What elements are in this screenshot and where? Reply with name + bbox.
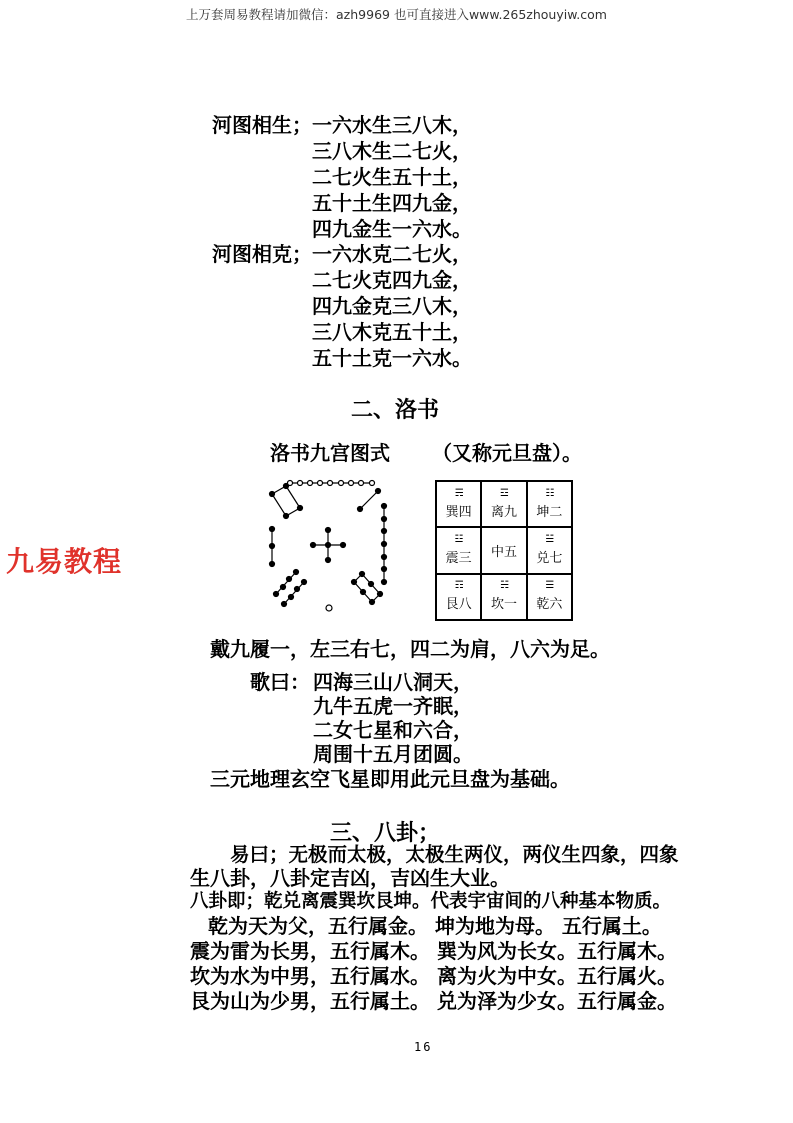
palace-label: 中五 xyxy=(490,544,517,560)
section-title-bagua: 三、八卦； xyxy=(330,820,441,846)
palace-label: 离九 xyxy=(490,504,517,520)
hetu-ke-line: 二七火克四九金， xyxy=(312,268,472,292)
palace-label: 坎一 xyxy=(490,597,517,613)
song-line: 周围十五月团圆。 xyxy=(313,742,473,766)
hetu-sheng-line: 四九金生一六水。 xyxy=(312,217,472,241)
bagua-line: 生八卦，八卦定吉凶，吉凶生大业。 xyxy=(190,866,510,890)
luoshu-subtitle-note: （又称元旦盘）。 xyxy=(432,441,582,465)
page-number: 16 xyxy=(414,1040,433,1054)
hetu-sheng-line: 三八木生二七火， xyxy=(312,139,472,163)
hetu-ke-line: 四九金克三八木， xyxy=(312,294,472,318)
luoshu-nine-palace-grid xyxy=(435,480,573,621)
luoshu-line: 戴九履一，左三右七，四二为肩，八六为足。 xyxy=(210,637,610,661)
hetu-sheng-line: 一六水生三八木， xyxy=(312,113,472,137)
song-line: 九牛五虎一齐眠， xyxy=(313,694,473,718)
hetu-ke-line: 三八木克五十土， xyxy=(312,320,472,344)
trigram-xun-icon: ☴ xyxy=(454,487,463,499)
palace-cell xyxy=(527,527,572,573)
song-label: 歌曰： xyxy=(250,670,310,694)
hetu-ke-line: 五十土克一六水。 xyxy=(312,346,472,370)
palace-cell xyxy=(481,574,526,620)
hetu-ke-line: 一六水克二七火， xyxy=(312,242,472,266)
trigram-kan-icon: ☵ xyxy=(500,580,508,592)
trigram-kun-icon: ☷ xyxy=(545,487,554,499)
hetu-sheng-line: 五十土生四九金， xyxy=(312,191,472,215)
palace-cell xyxy=(481,527,526,573)
trigram-dui-icon: ☱ xyxy=(545,533,554,545)
watermark-text: 九易教程 xyxy=(6,545,123,578)
palace-label: 乾六 xyxy=(536,597,563,613)
section-title-luoshu: 二、洛书 xyxy=(351,397,440,423)
song-line: 二女七星和六合， xyxy=(313,718,473,742)
bagua-line: 乾为天为父，五行属金。 坤为地为母。 五行属土。 xyxy=(208,914,662,938)
palace-cell xyxy=(527,481,572,527)
palace-cell xyxy=(436,574,481,620)
trigram-qian-icon: ☰ xyxy=(545,580,554,592)
palace-cell xyxy=(481,481,526,527)
luoshu-dot-diagram xyxy=(262,474,396,619)
bagua-line: 艮为山为少男，五行属土。 兑为泽为少女。五行属金。 xyxy=(190,989,677,1013)
luoshu-closing: 三元地理玄空飞星即用此元旦盘为基础。 xyxy=(210,767,570,791)
luoshu-subtitle: 洛书九宫图式 xyxy=(270,441,390,465)
trigram-li-icon: ☲ xyxy=(500,487,508,499)
bagua-line: 坎为水为中男，五行属水。 离为火为中女。五行属火。 xyxy=(190,964,677,988)
palace-cell xyxy=(436,481,481,527)
palace-label: 兑七 xyxy=(536,550,563,566)
hetu-sheng-line: 二七火生五十土， xyxy=(312,165,472,189)
hetu-ke-label: 河图相克； xyxy=(212,242,312,266)
page-header: 上万套周易教程请加微信：azh9969 也可直接进入www.265zhouyiw.com xyxy=(186,7,607,22)
palace-label: 巽四 xyxy=(445,504,472,520)
palace-label: 震三 xyxy=(445,550,472,566)
trigram-gen-icon: ☶ xyxy=(454,580,463,592)
hetu-sheng-label: 河图相生； xyxy=(212,113,312,137)
palace-label: 坤二 xyxy=(536,504,563,520)
bagua-line: 震为雷为长男，五行属木。 巽为风为长女。五行属木。 xyxy=(190,939,677,963)
palace-label: 艮八 xyxy=(445,597,472,613)
bagua-line: 易曰；无极而太极，太极生两仪，两仪生四象，四象 xyxy=(230,843,679,866)
palace-cell xyxy=(527,574,572,620)
trigram-zhen-icon: ☳ xyxy=(454,533,463,545)
palace-cell xyxy=(436,527,481,573)
bagua-line: 八卦即；乾兑离震巽坎艮坤。代表宇宙间的八种基本物质。 xyxy=(190,891,672,912)
song-line: 四海三山八洞天， xyxy=(313,670,473,694)
